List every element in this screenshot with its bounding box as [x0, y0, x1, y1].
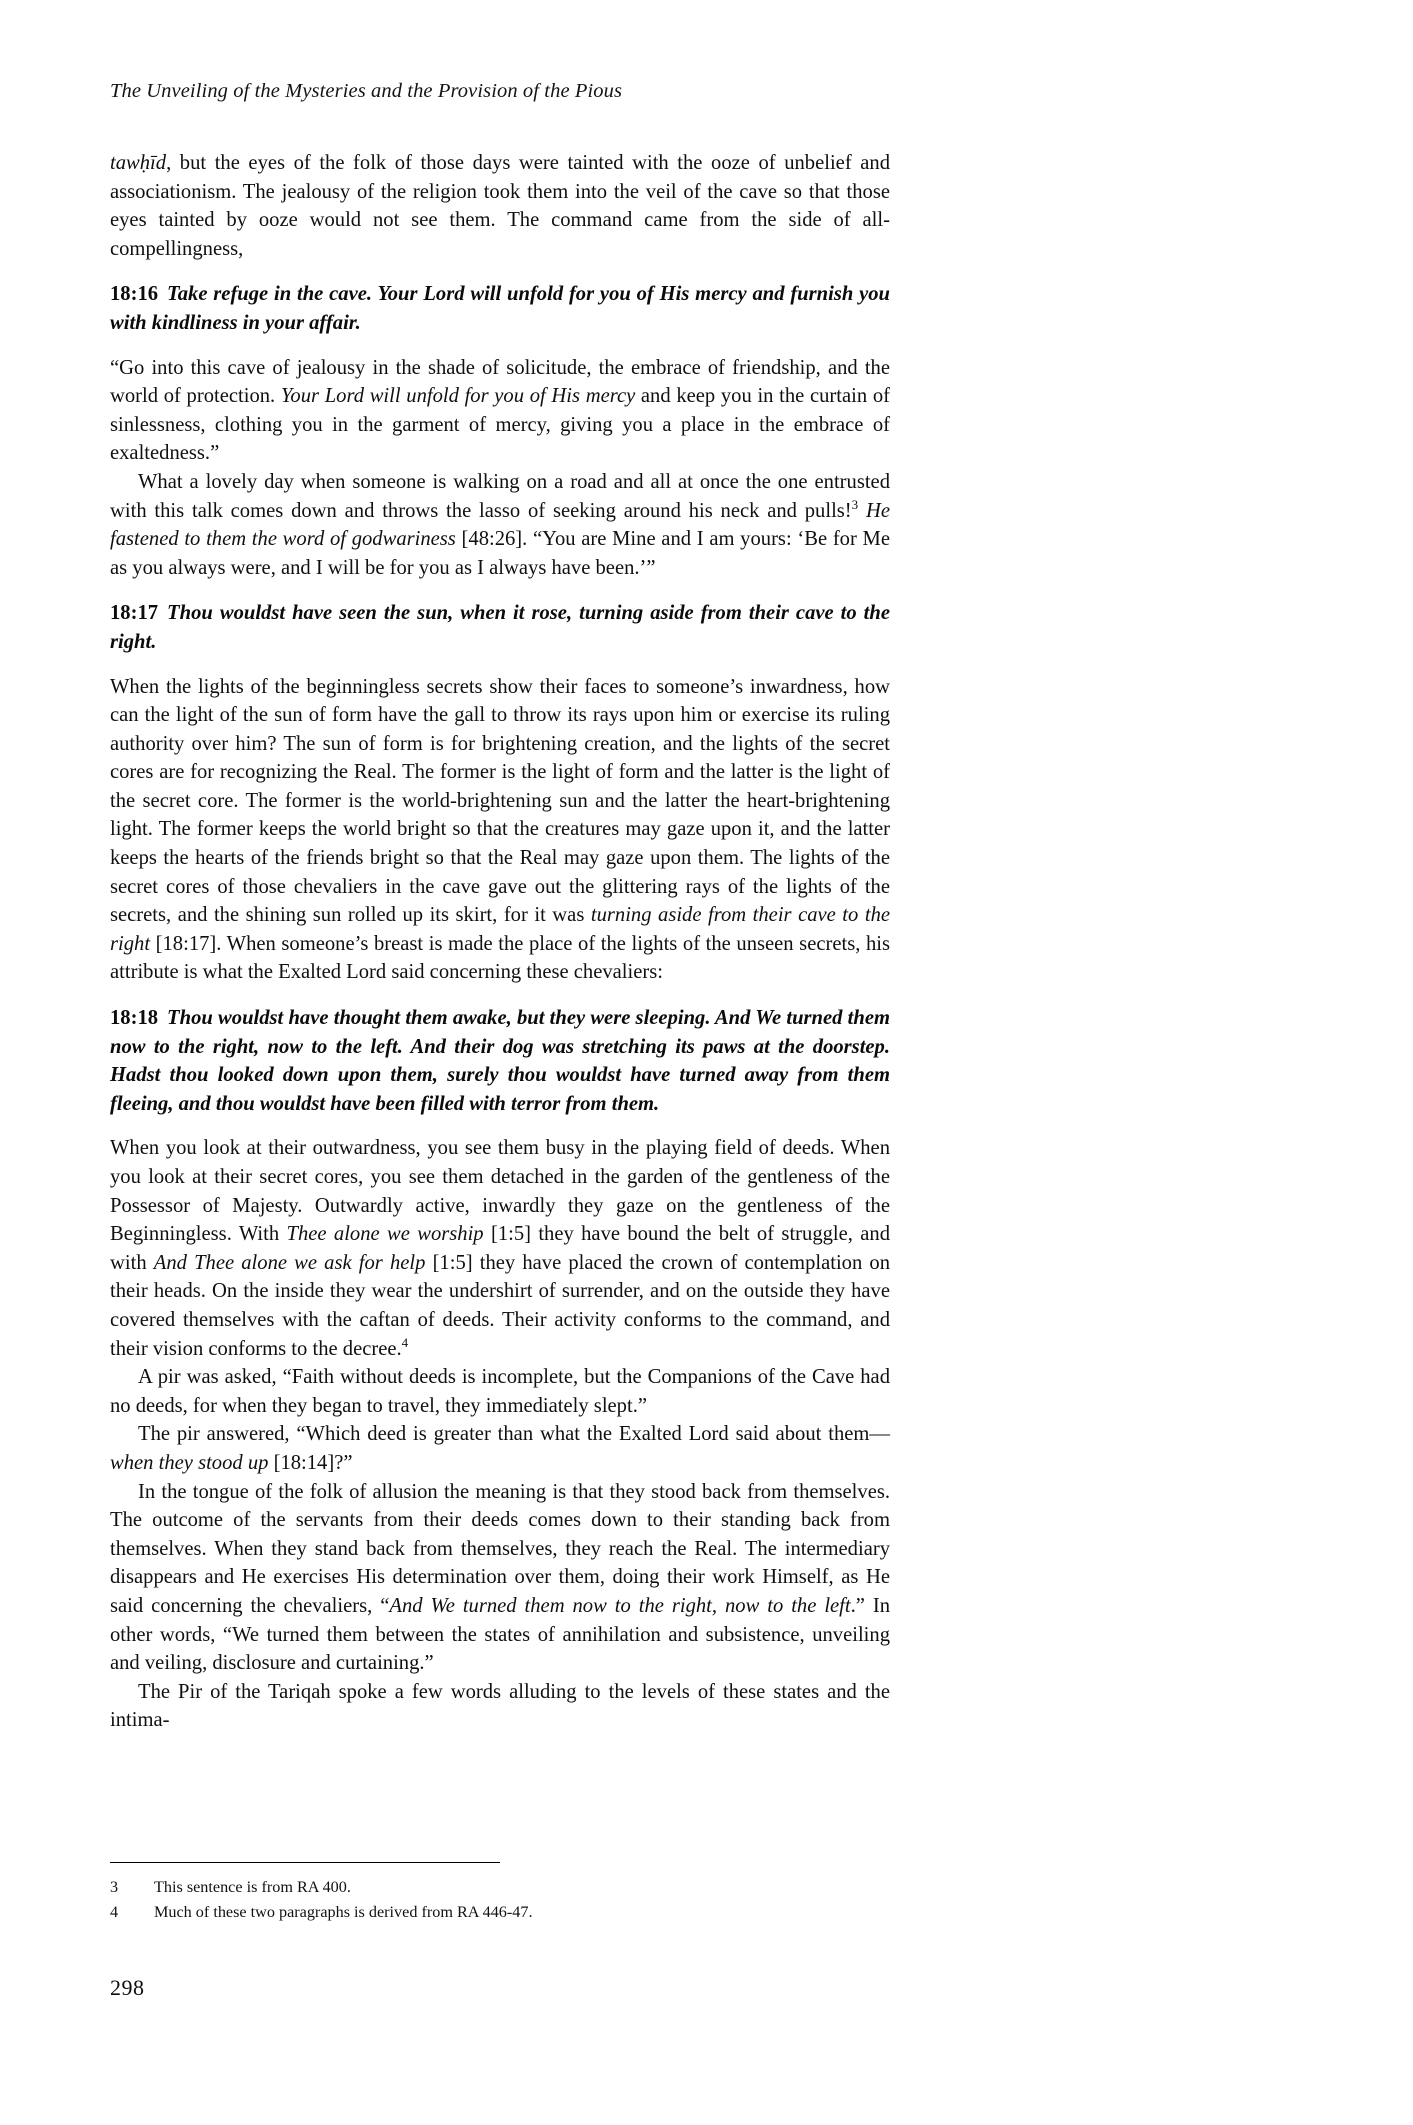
quote-he-fastened: He fastened to them the word of godwariness [110, 499, 890, 551]
paragraph-go-into-cave [110, 354, 890, 468]
footnote-text-4: Much of these two paragraphs is derived from RA 446-47. [154, 1903, 533, 1921]
paragraph-outwardness [110, 1134, 890, 1363]
quote-thee-alone-we-ask-for-help: And Thee alone we ask for help [153, 1251, 426, 1274]
quote-your-lord-will-unfold: Your Lord will unfold for you of His mercy [280, 385, 636, 408]
body-text-block [110, 149, 890, 1735]
go-into-part2: and keep you in the curtain of sinlessness, clothing you in the garment of mercy, giving you a place in the embrace of exaltedness.” [110, 385, 890, 465]
tongue-part2: .” In other words, “We turned them between the states of annihilation and subsistence, unveiling and veiling, disclosure and curtaining.” [110, 1594, 891, 1675]
outward-part2: [1:5] they have bound the belt of struggle, and with [110, 1223, 891, 1274]
footnote-item-3 [110, 1876, 890, 1899]
paragraph-pir-was-asked: A pir was asked, “Faith without deeds is incomplete, but the Companions of the Cave had no deeds, for when they began to travel, they immediately slept.” [110, 1366, 890, 1417]
verse-number-18-16: 18:16 [110, 283, 159, 306]
footnote-number-3: 3 [110, 1878, 119, 1896]
quote-and-we-turned-them: And We turned them now to the right, now to the left [389, 1594, 851, 1617]
paragraph-pir-of-tariqah: The Pir of the Tariqah spoke a few words alluding to the levels of these states and the intima- [110, 1680, 890, 1732]
verse-heading-18-17 [110, 599, 890, 656]
go-into-part1: “Go into this cave of jealousy in the shade of solicitude, the embrace of friendship, and the world of protection. [110, 356, 890, 408]
quote-when-they-stood-up: when they stood up [110, 1451, 269, 1474]
running-head: The Unveiling of the Mysteries and the Provision of the Pious [110, 80, 623, 102]
page-content-column [110, 0, 890, 1735]
paragraph-tongue-of-allusion [110, 1478, 890, 1678]
footnote-separator-rule [110, 1862, 500, 1863]
tongue-part1: In the tongue of the folk of allusion the meaning is that they stood back from themselves. The outcome of the servants from their deeds comes down to their standing back from themselves. When they stand back from themselves, they reach the Real. The intermediary disappears and He exercises His determination over them, doing their work Himself, as He said concerning the chevaliers, “ [110, 1480, 890, 1617]
verse-text-18-16: Take refuge in the cave. Your Lord will unfold for you of His mercy and furnish you with kindliness in your affair. [110, 283, 890, 334]
page-number: 298 [110, 1975, 145, 2000]
lovely-part2: [48:26]. “You are Mine and I am yours: ‘Be for Me as you always were, and I will be for you as I always have been.’” [110, 528, 890, 579]
footnote-ref-3[interactable]: 3 [851, 496, 859, 512]
lights-part2: [18:17]. When someone’s breast is made the place of the lights of the unseen secrets, his attribute is what the Exalted Lord said concerning these chevaliers: [110, 932, 890, 984]
paragraph-tawhid [110, 149, 890, 263]
outward-part1: When you look at their outwardness, you see them busy in the playing field of deeds. When you look at their secret cores, you see them detached in the garden of the gentleness of the Possessor of Majesty. Outwardly active, inwardly they gaze on the gentleness of the Beginningless. With [110, 1137, 890, 1246]
term-tawhid: tawḥīd [110, 152, 167, 174]
verse-number-18-18: 18:18 [110, 1007, 159, 1030]
quote-thee-alone-we-worship: Thee alone we worship [286, 1223, 484, 1246]
pir-answered-part2: [18:14]?” [268, 1451, 353, 1474]
paragraph-pir-answered [110, 1420, 890, 1477]
verse-heading-18-18 [110, 1004, 890, 1118]
verse-text-18-18: Thou wouldst have thought them awake, but they were sleeping. And We turned them now to the right, now to the left. And their dog was stretching its paws at the doorstep. Hadst thou looked down upon them, surely thou wouldst have turned away from them fleeing, and thou wouldst have been filled with terror from them. [110, 1007, 890, 1115]
verse-number-18-17: 18:17 [110, 602, 159, 625]
verse-heading-18-16 [110, 280, 890, 337]
verse-text-18-17: Thou wouldst have seen the sun, when it rose, turning aside from their cave to the right. [110, 602, 890, 653]
footnote-text-3: This sentence is from RA 400. [154, 1878, 351, 1896]
pir-answered-part1: The pir answered, “Which deed is greater than what the Exalted Lord said about them— [138, 1423, 890, 1446]
paragraph-lights-of-secrets [110, 673, 890, 988]
outward-part3: [1:5] they have placed the crown of contemplation on their heads. On the inside they wear the undershirt of surrender, and on the outside they have covered themselves with the caftan of deeds. Their activity conforms to the command, and their vision conforms to the decree. [110, 1251, 891, 1360]
lights-part1: When the lights of the beginningless secrets show their faces to someone’s inwardness, how can the light of the sun of form have the gall to throw its rays upon him or exercise its ruling authority over him? The sun of form is for brightening creation, and the lights of the secret cores are for recognizing the Real. The former is the light of form and the latter is the light of the secret core. The former is the world-brightening sun and the latter the heart-brightening light. The former keeps the world bright so that the creatures may gaze upon it, and the latter keeps the hearts of the friends bright so that the Real may gaze upon them. The lights of the secret cores of those chevaliers in the cave gave out the glittering rays of the lights of the secrets, and the shining sun rolled up its skirt, for it was [110, 675, 890, 927]
footnote-section [110, 1862, 890, 1926]
footnote-number-4: 4 [110, 1903, 119, 1921]
paragraph-tawhid-rest: , but the eyes of the folk of those days were tainted with the ooze of unbelief and associationism. The jealousy of the religion took them into the veil of the cave so that those eyes tainted by ooze would not see them. The command came from the side of all-compellingness, [110, 152, 890, 260]
quote-turning-aside: turning aside from their cave to the right [110, 904, 891, 955]
footnote-item-4 [110, 1901, 890, 1924]
footnote-ref-4[interactable]: 4 [401, 1334, 409, 1350]
lovely-part1: What a lovely day when someone is walking on a road and all at once the one entrusted with this talk comes down and throws the lasso of seeking around his neck and pulls! [110, 470, 890, 522]
paragraph-lovely-day [110, 468, 890, 582]
